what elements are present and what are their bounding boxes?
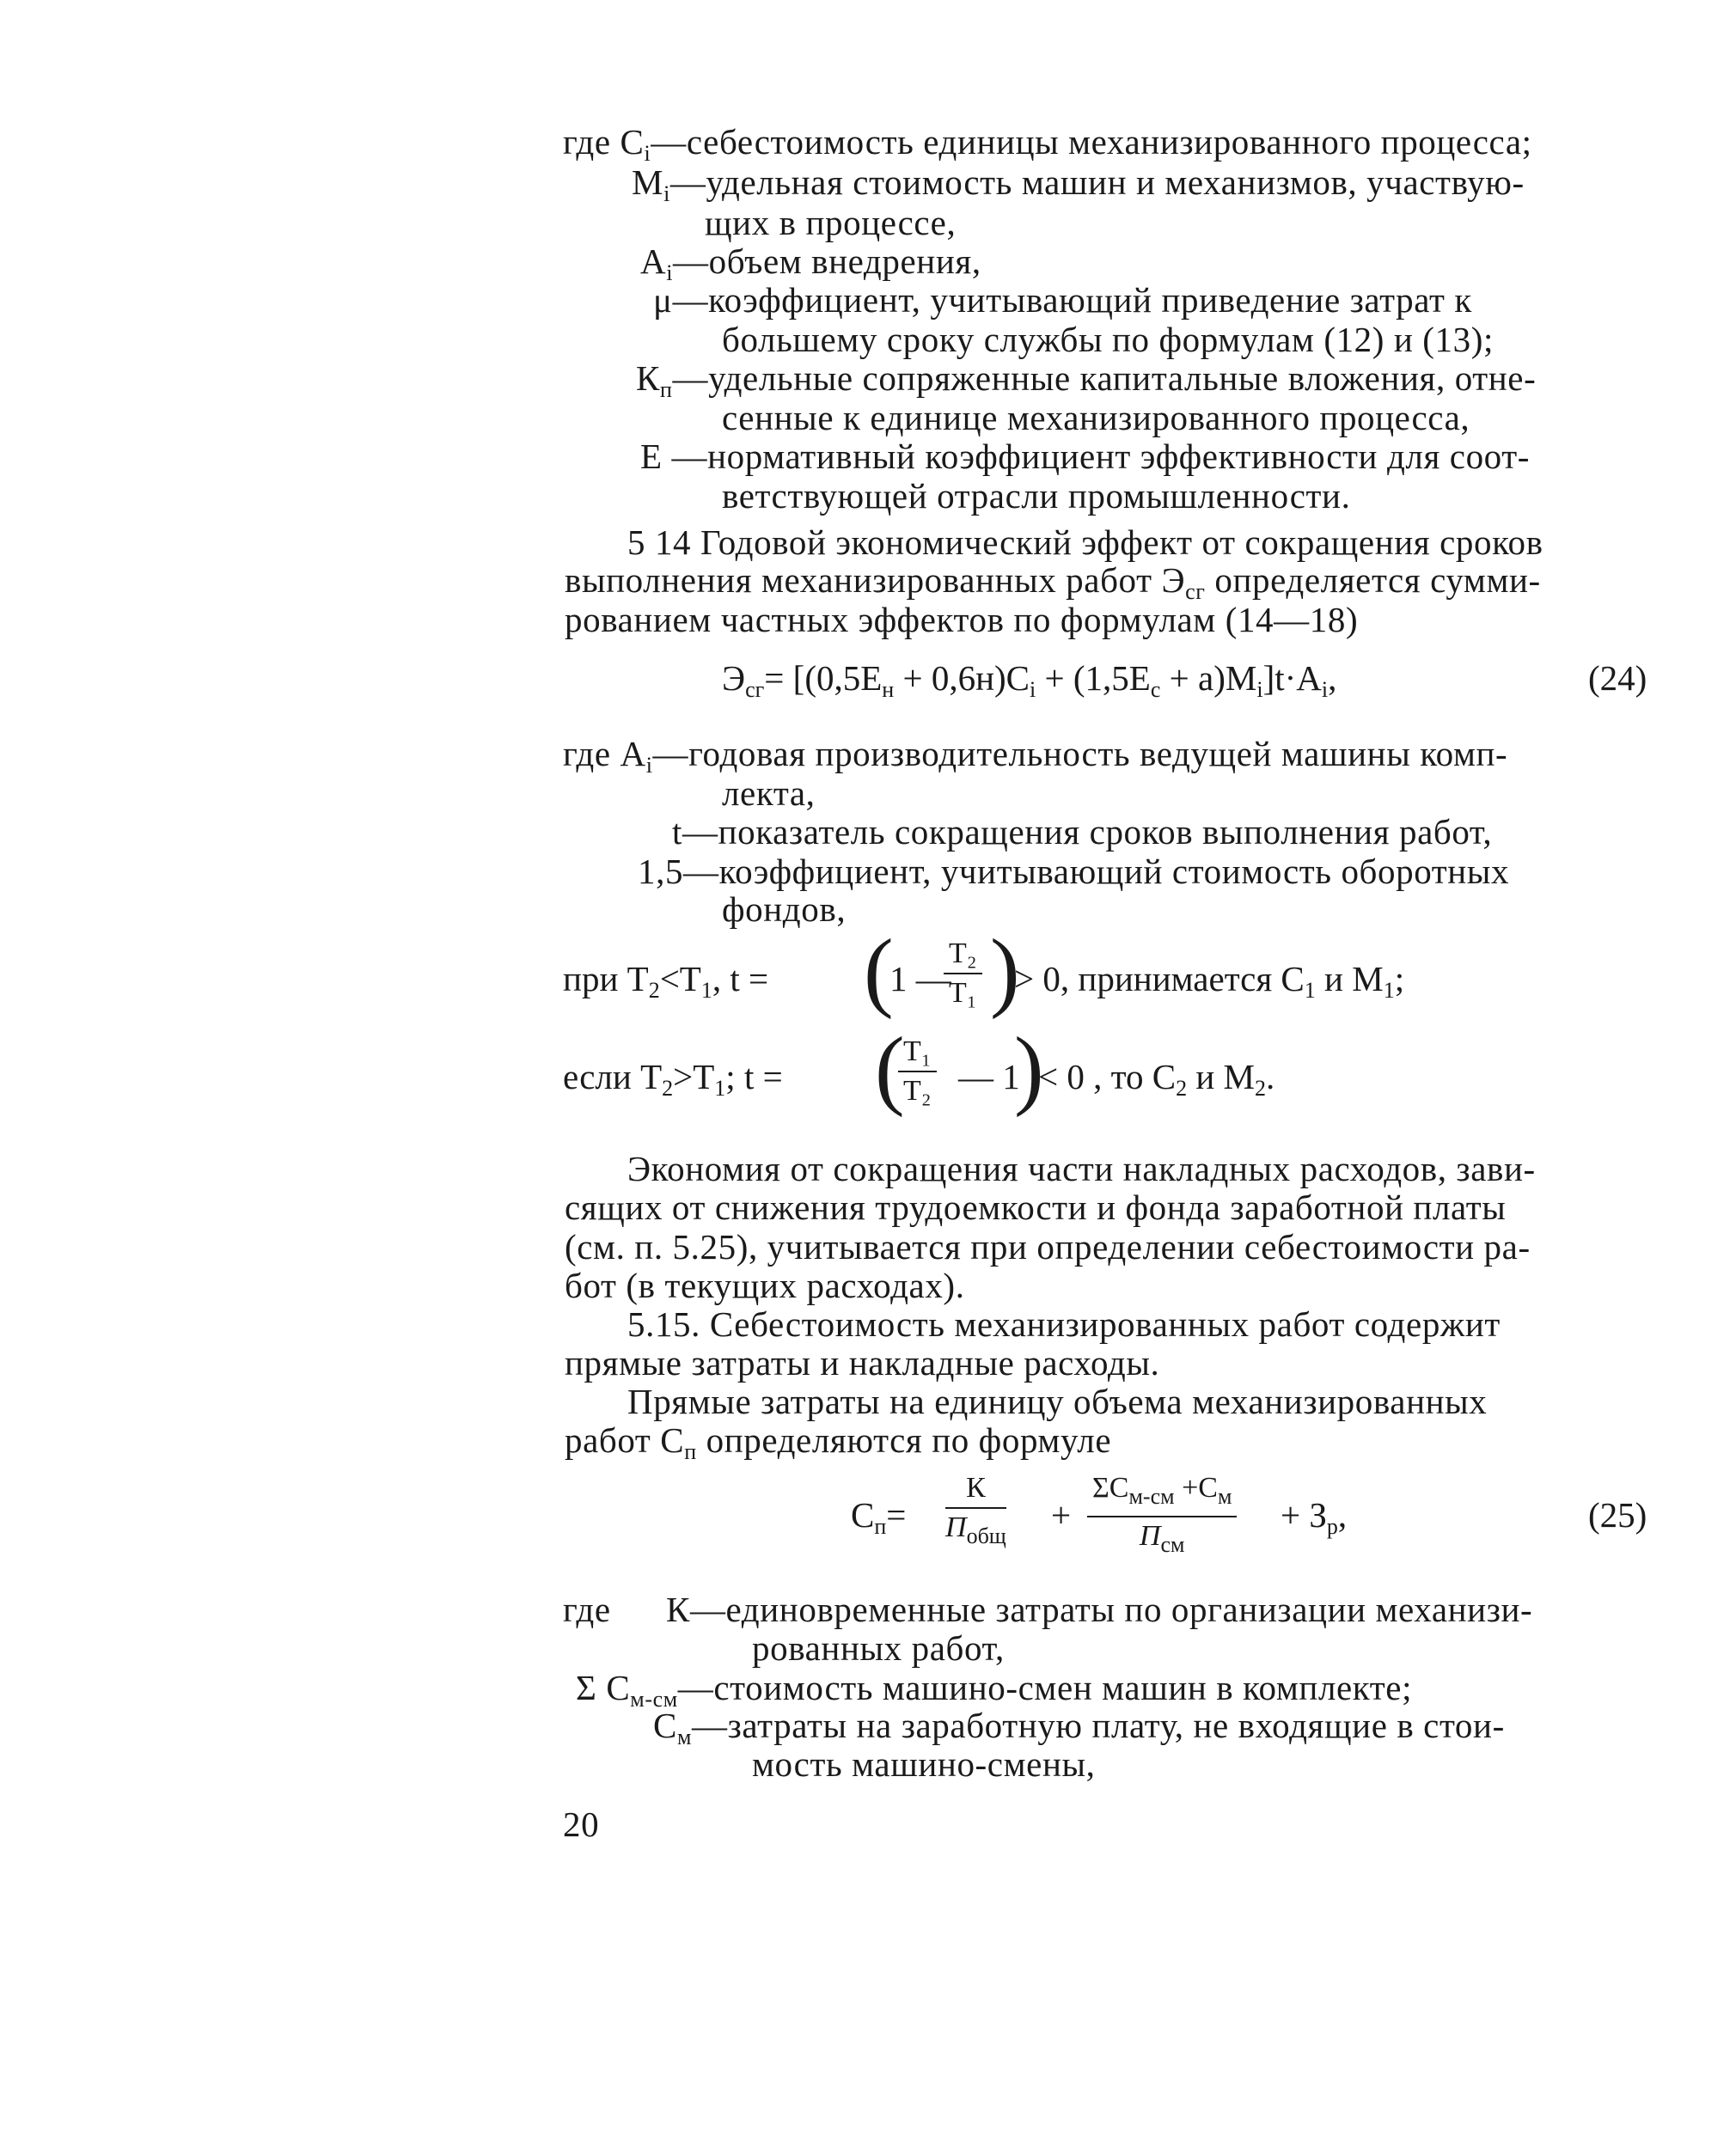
formula-25-plus1: + [1051,1495,1072,1535]
cond2-minus-one: — 1 [958,1057,1020,1096]
formula-25-tail: + $З_р$, [1281,1495,1348,1539]
para-515-line1: 5.15. Себестоимость механизированных работ содержит [627,1304,1501,1344]
def-k-label: где [563,1590,611,1629]
def-a-annual: где $А_i—годовая$ производительность ведущей машины комп- [563,734,1508,778]
def-k-cont: рованных работ, [752,1628,1005,1668]
formula-25-frac1: К $П_{общ}$ [945,1472,1006,1548]
def-k15-cont: фондов, [722,889,847,929]
def-mu-cont: большему сроку службы по формулам (12) и (13); [722,320,1494,359]
para-514-line3: рованием частных эффектов по формулам (14—18) [565,600,1359,639]
para-econ-line2: сящих от снижения трудоемкости и фонда заработной платы [565,1188,1507,1227]
def-c-i: где $С_i—себестоимость$ единицы механизированного процесса; [563,122,1532,166]
para-econ-line1: Экономия от сокращения части накладных расходов, зави- [627,1149,1536,1188]
def-e-cont: ветствующей отрасли промышленности. [722,476,1351,516]
cond1-close-paren: ) [990,921,1020,1020]
formula-25-frac2: $\Sigma С_{м-см} +С_м$ $П_{см}$ [1087,1471,1237,1562]
def-mu: μ—коэффициент, учитывающий приведение затрат к [653,280,1472,320]
cond1-right: > 0, принимается $С_1$ и $М_1$; [1014,959,1405,1003]
cond1-open-paren: ( [864,921,894,1020]
def-a-i: $А_i—объем$ внедрения, [640,241,981,285]
cond2-fraction: Т₁ Т₂ [898,1035,937,1108]
def-cm: $С_м—затраты$ на заработную плату, не входящие в стои- [653,1706,1505,1749]
cond2-right: < 0 , то $С_2$ и $М_2$. [1038,1057,1275,1101]
cond1-fraction: Т₂ Т₁ [944,937,982,1010]
def-kp-cont: сенные к единице механизированного процесса, [722,398,1470,437]
def-cm-cont: мость машино-смены, [752,1744,1096,1784]
def-a-annual-cont: лекта, [722,773,816,813]
formula-25-lhs: $С_п=$ [851,1495,907,1539]
para-econ-line4: бот (в текущих расходах). [565,1266,965,1305]
para-514-line1: 5 14 Годовой экономический эффект от сокращения сроков [627,522,1543,562]
cond2-open-paren: ( [875,1019,905,1118]
def-m-i: $М_i—удельная$ стоимость машин и механизмов, участвую- [632,162,1525,206]
formula-24: $Э_{сг}= [(0,5Е_н + 0,6н)С_i + (1,5Е_с + а)М_i]t\cdot А_i$, [722,658,1337,702]
para-514-line2: выполнения механизированных работ $Э_{сг}$ определяется сумми- [565,560,1541,604]
def-m-i-cont: щих в процессе, [705,203,957,242]
para-515-line2: прямые затраты и накладные расходы. [565,1343,1160,1383]
def-e: Е —нормативный коэффициент эффективности для соот- [640,437,1530,476]
para-econ-line3: (см. п. 5.25), учитывается при определении себестоимости ра- [565,1227,1531,1267]
def-k15: 1,5—коэффициент, учитывающий стоимость оборотных [638,852,1510,891]
para-direct-line1: Прямые затраты на единицу объема механизированных [627,1382,1488,1421]
cond1-one-minus: 1 — [889,959,951,998]
formula-25-number: (25) [1588,1495,1647,1535]
cond2-close-paren: ) [1014,1019,1044,1118]
def-kp: $К_п—удельные$ сопряженные капитальные вложения, отне- [636,358,1537,402]
cond2-left: если $Т_2>Т_1$; t = [563,1057,783,1101]
def-t: t—показатель сокращения сроков выполнения работ, [672,812,1493,852]
def-sum-c: Σ $С_{м-см}—стоимость$ машино-смен машин в комплекте; [576,1668,1413,1712]
page-number: 20 [563,1804,600,1844]
para-direct-line2: работ $С_п$ определяются по формуле [565,1420,1112,1464]
formula-24-number: (24) [1588,658,1647,698]
def-k: К—единовременные затраты по организации механизи- [666,1590,1533,1629]
cond1-left: при $Т_2<Т_1$, t = [563,959,769,1003]
